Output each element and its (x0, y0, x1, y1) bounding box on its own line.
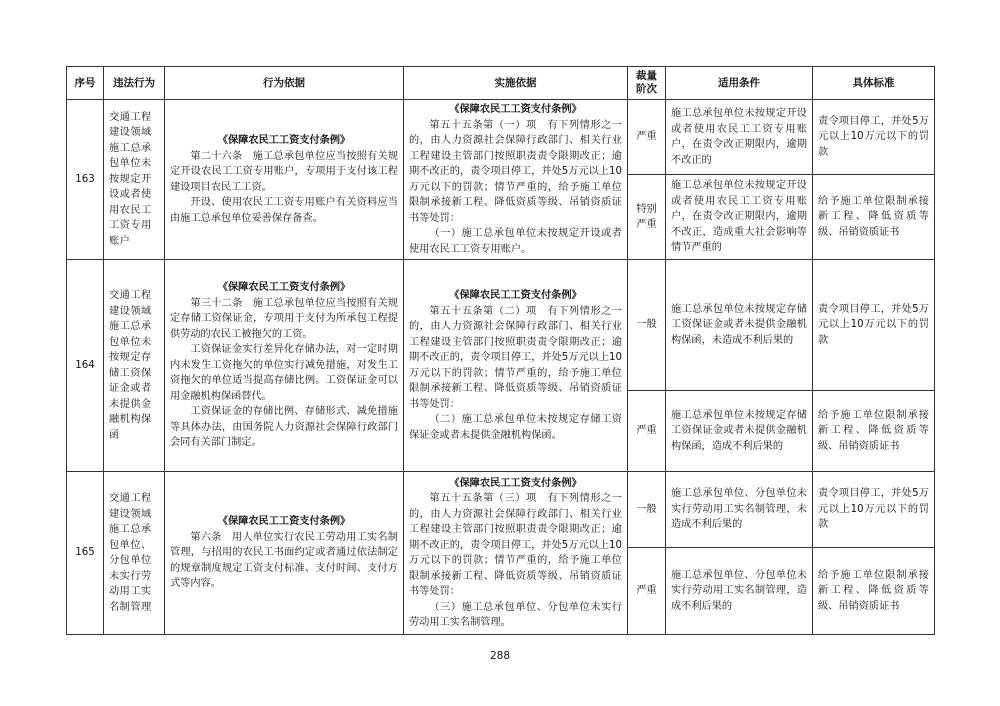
law-title: 《保障农民工工资支付条例》 (449, 477, 582, 489)
table-row (67, 260, 935, 391)
condition-cell: 施工总承包单位、分包单位未实行劳动用工实名制管理，造成不利后果的 (666, 548, 813, 635)
law-title: 《保障农民工工资支付条例》 (217, 135, 351, 146)
violation-cell: 交通工程建设领域施工总承包单位、分包单位未实行劳动用工实名制管理 (104, 472, 165, 635)
condition-cell: 施工总承包单位未按规定开设或者使用农民工工资专用账户，在责令改正期限内，逾期不改正，造成重大社会影响等情节严重的 (666, 175, 813, 260)
law-title: 《保障农民工工资支付条例》 (217, 516, 351, 528)
header-standards: 具体标准 (813, 67, 935, 100)
discretion-level: 一般 (628, 260, 666, 391)
condition-cell: 施工总承包单位未按规定开设或者使用农民工工资专用账户，在责令改正期限内，逾期不改正的 (666, 100, 813, 175)
header-row (67, 67, 935, 100)
law-title: 《保障农民工工资支付条例》 (449, 290, 582, 301)
behavior-basis-cell (165, 100, 404, 260)
discretion-level: 严重 (628, 548, 666, 635)
basis-paragraph: 第二十六条 施工总承包单位应当按照有关规定开设农民工工资专用账户，专项用于支付该工程建设项目农民工工资。 (170, 150, 398, 193)
condition-cell: 施工总承包单位、分包单位未实行劳动用工实名制管理，未造成不利后果的 (666, 472, 813, 548)
discretion-level: 特别严重 (628, 175, 666, 260)
page-number: 288 (489, 650, 511, 662)
basis-paragraph: 第三十二条 施工总承包单位应当按照有关规定存储工资保证金，专项用于支付为所承包工程提供劳动的农民工被拖欠的工资。 (170, 297, 398, 340)
header-conditions: 适用条件 (666, 67, 813, 100)
serial-number: 165 (67, 472, 104, 635)
violation-cell: 交通工程建设领域施工总承包单位未按规定开设或者使用农民工工资专用账户 (104, 100, 165, 260)
standard-cell: 责令项目停工，并处5万元以上10万元以下的罚款 (813, 472, 935, 548)
serial-number: 163 (67, 100, 104, 260)
basis-paragraph: 开设、使用农民工工资专用账户有关资料应当由施工总承包单位妥善保存备查。 (170, 197, 398, 224)
basis-paragraph: 工资保证金实行差异化存储办法，对一定时期内未发生工资拖欠的单位实行减免措施，对发生工资拖欠的单位适当提高存储比例。工资保证金可以用金融机构保函替代。 (170, 344, 398, 402)
header-behavior-basis: 行为依据 (165, 67, 404, 100)
condition-cell: 施工总承包单位未按规定存储工资保证金或者未提供金融机构保函，未造成不利后果的 (666, 260, 813, 391)
impl-paragraph: 第五十五条第（一）项 有下列情形之一的，由人力资源社会保障行政部门、相关行业工程建设主管部门按照职责责令限期改正；逾期不改正的，责令项目停工，并处5万元以上10万元以下的罚款；情节严重的，给予施工单位限制承接新工程、降低资质等级、吊销资质证书等处罚： (409, 119, 623, 224)
impl-item: （一）施工总承包单位未按规定开设或者使用农民工工资专用账户。 (409, 228, 622, 255)
behavior-basis-cell (165, 472, 404, 635)
discretion-level: 严重 (628, 391, 666, 472)
serial-number: 164 (67, 260, 104, 472)
standard-cell: 给予施工单位限制承接新工程、降低资质等级、吊销资质证书 (813, 175, 935, 260)
header-violation: 违法行为 (104, 67, 165, 100)
header-implementation-basis: 实施依据 (404, 67, 628, 100)
violation-cell: 交通工程建设领域施工总承包单位未按规定存储工资保证金或者未提供金融机构保函 (104, 260, 165, 472)
condition-cell: 施工总承包单位未按规定存储工资保证金或者未提供金融机构保函，造成不利后果的 (666, 391, 813, 472)
discretion-level: 严重 (628, 100, 666, 175)
implementation-basis-cell (404, 260, 628, 472)
header-serial: 序号 (67, 67, 104, 100)
basis-paragraph: 工资保证金的存储比例、存储形式、减免措施等具体办法，由国务院人力资源社会保障行政部门会同有关部门制定。 (170, 406, 398, 449)
header-discretion-level: 裁量阶次 (628, 67, 666, 100)
discretion-level: 一般 (628, 472, 666, 548)
standard-cell: 责令项目停工，并处5万元以上10万元以下的罚款 (813, 260, 935, 391)
standard-cell: 给予施工单位限制承接新工程、降低资质等级、吊销资质证书 (813, 548, 935, 635)
impl-item: （三）施工总承包单位、分包单位未实行劳动用工实名制管理。 (409, 601, 622, 628)
law-title: 《保障农民工工资支付条例》 (217, 282, 351, 294)
basis-paragraph: 第六条 用人单位实行农民工劳动用工实名制管理，与招用的农民工书面约定或者通过依法制定的规章制度规定工资支付标准、支付时间、支付方式等内容。 (170, 531, 398, 590)
standard-cell: 给予施工单位限制承接新工程、降低资质等级、吊销资质证书 (813, 391, 935, 472)
law-title: 《保障农民工工资支付条例》 (449, 104, 582, 115)
behavior-basis-cell (165, 260, 404, 472)
penalty-standards-table (66, 66, 935, 635)
impl-paragraph: 第五十五条第（三）项 有下列情形之一的，由人力资源社会保障行政部门、相关行业工程建设主管部门按照职责责令限期改正；逾期不改正的，责令项目停工，并处5万元以上10万元以下的罚款；情节严重的，给予施工单位限制承接新工程、降低资质等级、吊销资质证书等处罚： (409, 493, 623, 597)
standard-cell: 责令项目停工，并处5万元以上10万元以下的罚款 (813, 100, 935, 175)
table-row (67, 100, 935, 175)
table-row (67, 472, 935, 548)
impl-item: （二）施工总承包单位未按规定存储工资保证金或者未提供金融机构保函。 (409, 414, 622, 441)
implementation-basis-cell (404, 472, 628, 635)
implementation-basis-cell (404, 100, 628, 260)
impl-paragraph: 第五十五条第（二）项 有下列情形之一的，由人力资源社会保障行政部门、相关行业工程建设主管部门按照职责责令限期改正；逾期不改正的，责令项目停工，并处5万元以上10万元以下的罚款；情节严重的，给予施工单位限制承接新工程、降低资质等级、吊销资质证书等处罚： (409, 305, 623, 410)
